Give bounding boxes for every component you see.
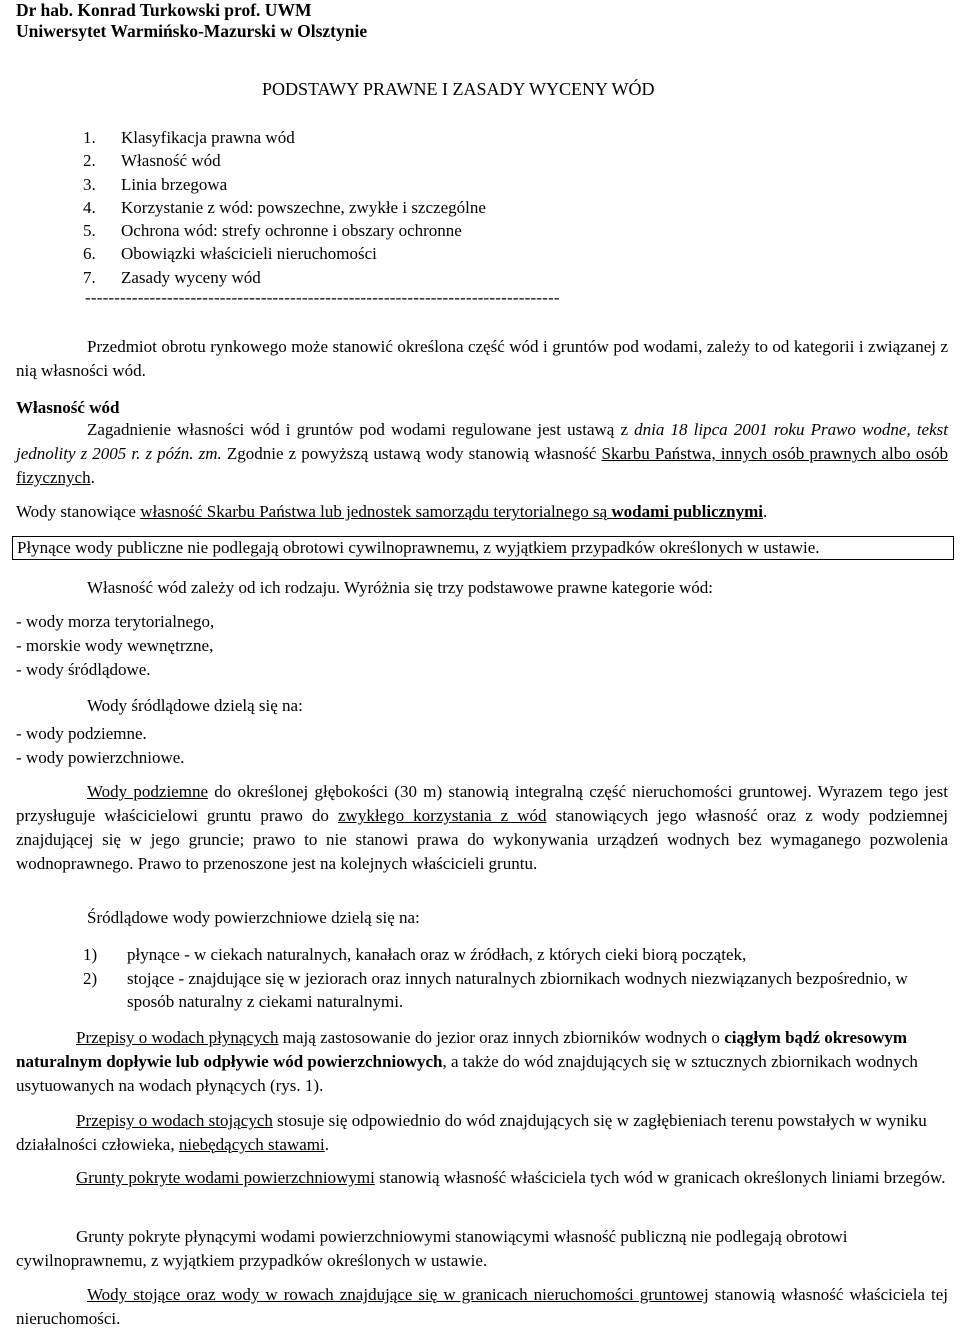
section-heading: Własność wód: [16, 398, 120, 417]
inland-waters-paragraph: Wody śródlądowe dzielą się na:: [87, 696, 303, 715]
toc-item: 2. Własność wód: [83, 151, 221, 171]
list-item: - wody powierzchniowe.: [16, 748, 185, 767]
inland-waters-list: [16, 722, 185, 770]
page-title: PODSTAWY PRAWNE I ZASADY WYCENY WÓD: [262, 79, 655, 99]
list-item: - wody śródlądowe.: [16, 660, 151, 679]
intro-paragraph: Przedmiot obrotu rynkowego może stanowić określona część wód i gruntów pod wodami, zależy to od kategorii i związanej z nią własności wód.: [16, 337, 948, 380]
covered-land-paragraph: Grunty pokryte wodami powierzchniowymi stanowią własność właściciela tych wód w granicach określonych liniami brzegów.: [76, 1168, 946, 1187]
toc-item: 6. Obowiązki właścicieli nieruchomości: [83, 244, 377, 264]
category-list: [16, 610, 214, 682]
surface-waters-list: [83, 943, 943, 1014]
list-item: - morskie wody wewnętrzne,: [16, 636, 214, 655]
groundwater-paragraph: Wody podziemne do określonej głębokości (30 m) stanowią integralną część nieruchomości gruntowej. Wyrazem tego jest przysługuje właścicielowi gruntu prawo do zwykłego korzystania z wód stanowiących jego własność oraz z wody podziemnej znajdującej się w jego gruncie; prawo to nie stanowi prawa do wykonywania urządzeń wodnych bez wymaganego pozwolenia wodnoprawnego. Prawo to przenoszone jest na kolejnych właścicieli gruntu.: [16, 782, 949, 873]
public-waters-paragraph: Wody stanowiące własność Skarbu Państwa lub jednostek samorządu terytorialnego są wodami publicznymi.: [16, 502, 768, 521]
toc-item: 7. Zasady wyceny wód: [83, 267, 261, 287]
list-item: - wody podziemne.: [16, 724, 147, 743]
boxed-rule: Płynące wody publiczne nie podlegają obrotowi cywilnoprawnemu, z wyjątkiem przypadków określonych w ustawie.: [12, 536, 954, 560]
toc-item: 4. Korzystanie z wód: powszechne, zwykłe i szczególne: [83, 197, 486, 217]
university-line: Uniwersytet Warmińsko-Mazurski w Olsztynie: [16, 21, 368, 41]
categories-paragraph: Własność wód zależy od ich rodzaju. Wyróżnia się trzy podstawowe prawne kategorie wód:: [87, 578, 714, 597]
ownership-paragraph: Zagadnienie własności wód i gruntów pod wodami regulowane jest ustawą z dnia 18 lipca 2001 roku Prawo wodne, tekst jednolity z 2005 r. z późn. zm. Zgodnie z powyższą ustawą wody stanowią własność Skarbu Państwa, innych osób prawnych albo osób fizycznych.: [16, 420, 948, 487]
list-item: - wody morza terytorialnego,: [16, 612, 215, 631]
separator-line: ---------------------------------------------------------------------------------: [85, 288, 560, 307]
surface-waters-paragraph: Śródlądowe wody powierzchniowe dzielą się na:: [87, 908, 420, 927]
ditch-waters-paragraph: Wody stojące oraz wody w rowach znajdujące się w granicach nieruchomości gruntowej stanowią własność właściciela tej nieruchomości.: [16, 1285, 948, 1328]
list-item: 1) płynące - w ciekach naturalnych, kanałach oraz w źródłach, z których cieki biorą początek,: [83, 945, 747, 964]
public-land-paragraph: Grunty pokryte płynącymi wodami powierzchniowymi stanowiącymi własność publiczną nie podlegają obrotowi cywilnoprawnemu, z wyjątkiem przypadków określonych w ustawie.: [16, 1227, 848, 1270]
toc-item: 1. Klasyfikacja prawna wód: [83, 128, 295, 147]
flowing-waters-paragraph: Przepisy o wodach płynących mają zastosowanie do jezior oraz innych zbiorników wodnych o ciągłym bądź okresowym naturalnym dopływie lub odpływie wód powierzchniowych, a także do wód znajdujących się w sztucznych zbiornikach wodnych usytuowanych na wodach płynących (rys. 1).: [16, 1028, 918, 1095]
list-item: 2) stojące - znajdujące się w jeziorach oraz innych naturalnych zbiornikach wodnych niezwiązanych bezpośrednio, w sposób naturalny z ciekami naturalnymi.: [83, 968, 908, 1011]
toc-item: 5. Ochrona wód: strefy ochronne i obszary ochronne: [83, 221, 462, 241]
standing-waters-paragraph: Przepisy o wodach stojących stosuje się odpowiednio do wód znajdujących się w zagłębieniach terenu powstałych w wyniku działalności człowieka, niebędących stawami.: [16, 1111, 927, 1154]
table-of-contents: [83, 126, 486, 289]
author-line: Dr hab. Konrad Turkowski prof. UWM: [16, 0, 312, 20]
toc-item: 3. Linia brzegowa: [83, 174, 228, 194]
